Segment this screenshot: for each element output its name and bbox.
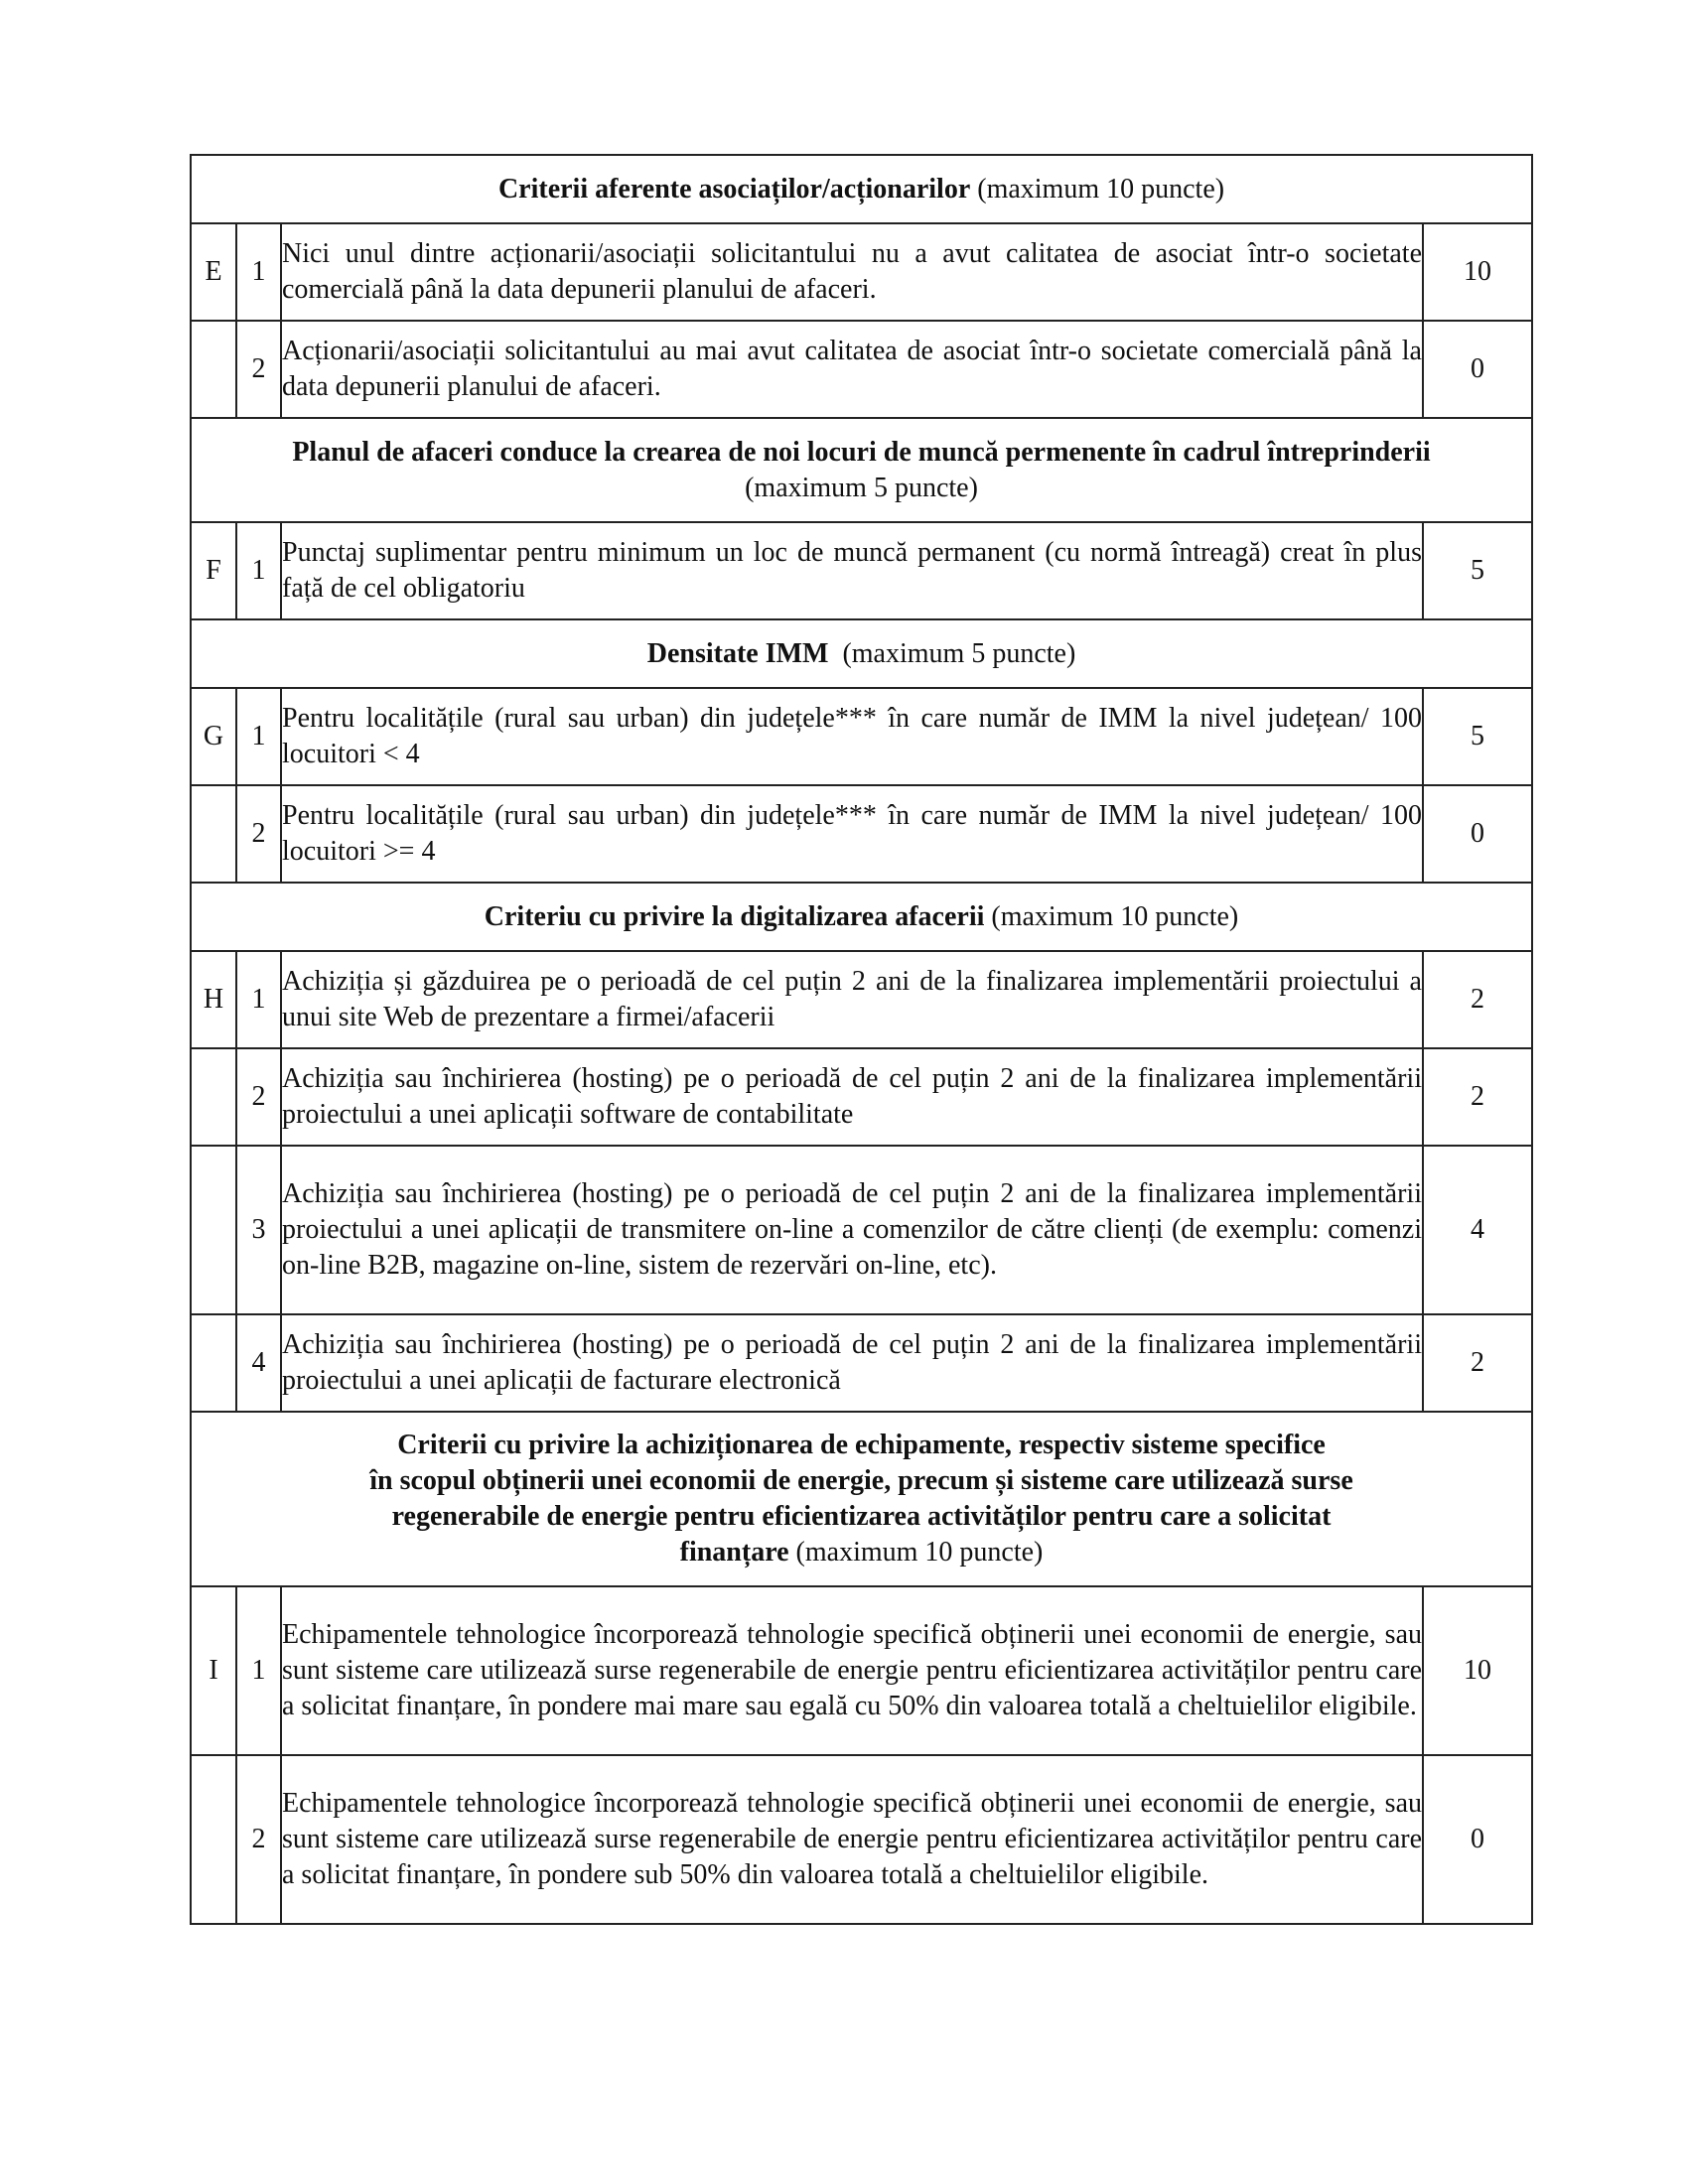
criterion-row-i1: [191, 1586, 1532, 1755]
criterion-row-e1: [191, 223, 1532, 321]
criterion-number: 4: [236, 1314, 281, 1412]
section-header-i: [191, 1412, 1532, 1586]
criterion-points: 10: [1423, 1586, 1532, 1755]
criterion-row-h2: [191, 1048, 1532, 1146]
criterion-letter-empty: [191, 1314, 236, 1412]
criterion-points: 2: [1423, 1048, 1532, 1146]
criterion-points: 10: [1423, 223, 1532, 321]
criterion-points: 4: [1423, 1146, 1532, 1314]
criterion-points: 5: [1423, 522, 1532, 619]
section-title-max: (maximum 10 puncte): [984, 900, 1239, 932]
criterion-letter: I: [191, 1586, 236, 1755]
criterion-number: 1: [236, 223, 281, 321]
section-title-line: regenerabile de energie pentru eficientizarea activităților pentru care a solicitat: [391, 1501, 1332, 1532]
criterion-points: 0: [1423, 785, 1532, 883]
criterion-description: Punctaj suplimentar pentru minimum un loc de muncă permanent (cu normă întreagă) creat în plus față de cel obligatoriu: [281, 522, 1423, 619]
criterion-description: Achiziția sau închirierea (hosting) pe o perioadă de cel puțin 2 ani de la finalizarea implementării proiectului a unei aplicații software de contabilitate: [281, 1048, 1423, 1146]
criterion-letter: H: [191, 951, 236, 1048]
criterion-row-g2: [191, 785, 1532, 883]
section-title-max: (maximum 5 puncte): [828, 637, 1076, 669]
criterion-description: Pentru localitățile (rural sau urban) din județele*** în care număr de IMM la nivel județean/ 100 locuitori >= 4: [281, 785, 1423, 883]
section-title-max: (maximum 5 puncte): [745, 472, 978, 503]
criterion-letter-empty: [191, 785, 236, 883]
section-title-bold: Criteriu cu privire la digitalizarea afacerii: [484, 900, 985, 932]
section-title-line: Criterii cu privire la achiziționarea de echipamente, respectiv sisteme specifice: [397, 1430, 1326, 1460]
criterion-number: 2: [236, 1755, 281, 1924]
criterion-letter-empty: [191, 1146, 236, 1314]
criterion-row-h3: [191, 1146, 1532, 1314]
criteria-table: [190, 154, 1533, 1925]
section-title: [191, 418, 1532, 522]
section-header-e: [191, 155, 1532, 223]
criterion-row-i2: [191, 1755, 1532, 1924]
criterion-points: 0: [1423, 1755, 1532, 1924]
criterion-letter: E: [191, 223, 236, 321]
criterion-number: 1: [236, 1586, 281, 1755]
section-header-h: [191, 883, 1532, 951]
criterion-points: 2: [1423, 951, 1532, 1048]
criterion-points: 5: [1423, 688, 1532, 785]
criterion-letter-empty: [191, 1755, 236, 1924]
criterion-description: Echipamentele tehnologice încorporează tehnologie specifică obținerii unei economii de energie, sau sunt sisteme care utilizează surse regenerabile de energie pentru eficientizarea activităților pentru care a solicitat finanțare, în pondere mai mare sau egală cu 50% din valoarea totală a cheltuielilor eligibile.: [281, 1586, 1423, 1755]
criterion-description: Pentru localitățile (rural sau urban) din județele*** în care număr de IMM la nivel județean/ 100 locuitori < 4: [281, 688, 1423, 785]
criterion-points: 0: [1423, 321, 1532, 418]
criterion-row-h4: [191, 1314, 1532, 1412]
criterion-row-h1: [191, 951, 1532, 1048]
section-title-bold: Criterii aferente asociaților/acționarilor: [497, 173, 971, 205]
criterion-number: 2: [236, 321, 281, 418]
criterion-points: 2: [1423, 1314, 1532, 1412]
section-title-bold: Densitate IMM: [646, 637, 829, 669]
criterion-letter-empty: [191, 321, 236, 418]
criterion-row-g1: [191, 688, 1532, 785]
section-title: [191, 155, 1532, 223]
criterion-letter-empty: [191, 1048, 236, 1146]
section-title-line: în scopul obținerii unei economii de energie, precum și sisteme care utilizează surse: [369, 1465, 1353, 1496]
criterion-description: Nici unul dintre acționarii/asociații solicitantului nu a avut calitatea de asociat într-o societate comercială până la data depunerii planului de afaceri.: [281, 223, 1423, 321]
section-title-line: finanțare: [679, 1537, 789, 1568]
criterion-number: 3: [236, 1146, 281, 1314]
criterion-number: 1: [236, 951, 281, 1048]
section-header-f: [191, 418, 1532, 522]
section-title: [191, 619, 1532, 688]
criterion-row-e2: [191, 321, 1532, 418]
criterion-letter: F: [191, 522, 236, 619]
section-title-max: (maximum 10 puncte): [970, 173, 1225, 205]
criterion-number: 1: [236, 522, 281, 619]
criterion-number: 2: [236, 1048, 281, 1146]
criterion-description: Achiziția și găzduirea pe o perioadă de cel puțin 2 ani de la finalizarea implementării proiectului a unui site Web de prezentare a firmei/afacerii: [281, 951, 1423, 1048]
criterion-description: Achiziția sau închirierea (hosting) pe o perioadă de cel puțin 2 ani de la finalizarea implementării proiectului a unei aplicații de transmitere on-line a comenzilor de către clienți (de exemplu: comenzi on-line B2B, magazine on-line, sistem de rezervări on-line, etc).: [281, 1146, 1423, 1314]
criterion-number: 2: [236, 785, 281, 883]
criterion-description: Achiziția sau închirierea (hosting) pe o perioadă de cel puțin 2 ani de la finalizarea implementării proiectului a unei aplicații de facturare electronică: [281, 1314, 1423, 1412]
criterion-row-f1: [191, 522, 1532, 619]
criterion-description: Echipamentele tehnologice încorporează tehnologie specifică obținerii unei economii de energie, sau sunt sisteme care utilizează surse regenerabile de energie pentru eficientizarea activităților pentru care a solicitat finanțare, în pondere sub 50% din valoarea totală a cheltuielilor eligibile.: [281, 1755, 1423, 1924]
section-title: [191, 1412, 1532, 1586]
criterion-number: 1: [236, 688, 281, 785]
section-header-g: [191, 619, 1532, 688]
criterion-description: Acționarii/asociații solicitantului au mai avut calitatea de asociat într-o societate comercială până la data depunerii planului de afaceri.: [281, 321, 1423, 418]
section-title: [191, 883, 1532, 951]
criterion-letter: G: [191, 688, 236, 785]
section-title-bold: Planul de afaceri conduce la crearea de noi locuri de muncă permenente în cadrul întreprinderii: [292, 436, 1431, 468]
section-title-max: (maximum 10 puncte): [788, 1537, 1044, 1568]
